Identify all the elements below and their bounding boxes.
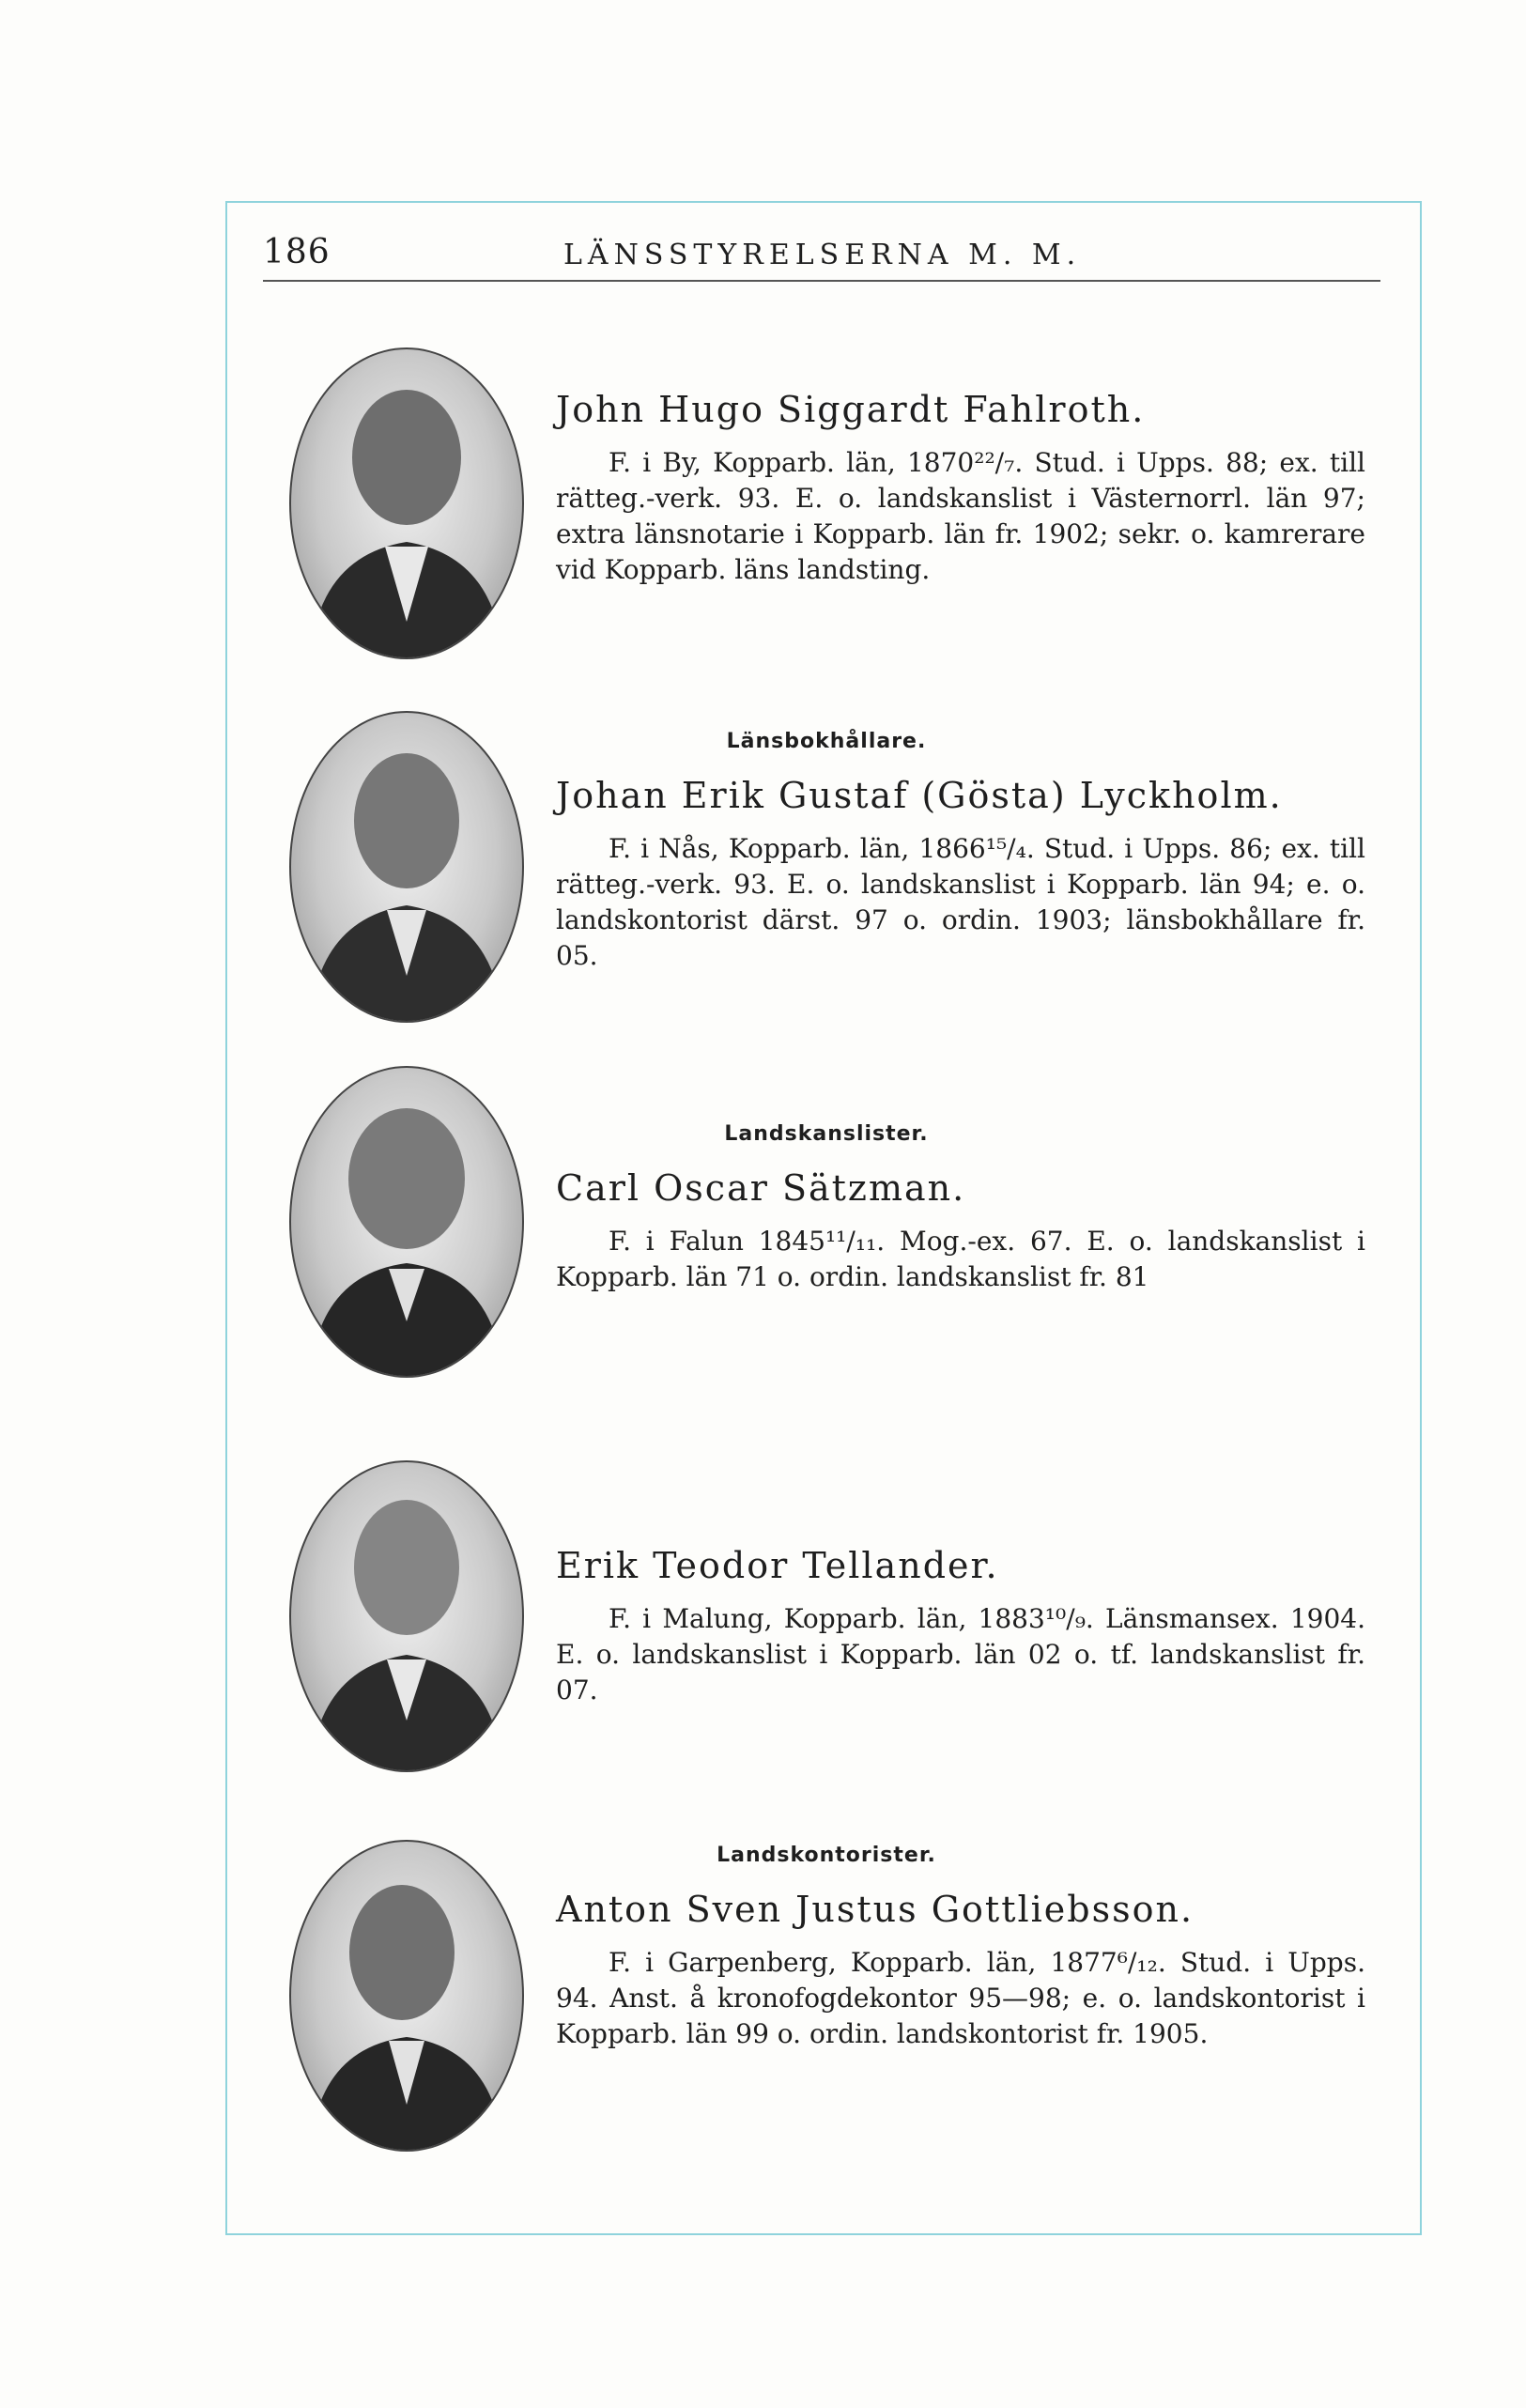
person-name: Carl Oscar Sätzman. [556,1167,966,1209]
page-header [263,233,1380,282]
portrait-silhouette [291,1842,522,2150]
person-bio: F. i Garpenberg, Kopparb. län, 1877⁶/₁₂. Stud. i Upps. 94. Anst. å kronofogdekontor 95—98; e. o. landskontorist i Kopparb. län 99 o. ordin. landskontorist fr. 1905. [556,1947,1365,2049]
portrait-silhouette [291,1068,522,1376]
portrait-photo [289,347,524,659]
portrait-photo [289,1460,524,1772]
portrait-silhouette [291,1462,522,1770]
portrait-photo [289,1840,524,2152]
section-heading: Landskontorister. [717,1844,936,1867]
person-bio: F. i Falun 1845¹¹/₁₁. Mog.-ex. 67. E. o. landskanslist i Kopparb. län 71 o. ordin. landskanslist fr. 81 [556,1226,1365,1292]
portrait-photo [289,711,524,1023]
portrait-silhouette [291,713,522,1021]
person-name: John Hugo Siggardt Fahlroth. [556,389,1146,430]
person-name: Anton Sven Justus Gottliebsson. [556,1889,1195,1930]
entry-satzman [263,1066,1390,1404]
person-name: Erik Teodor Tellander. [556,1545,999,1586]
portrait-photo [289,1066,524,1378]
section-heading: Länsbokhållare. [726,730,927,753]
section-heading: Landskanslister. [724,1122,929,1146]
person-name: Johan Erik Gustaf (Gösta) Lyckholm. [556,775,1283,816]
person-bio: F. i By, Kopparb. län, 1870²²/₇. Stud. i Upps. 88; ex. till rätteg.-verk. 93. E. o. landskanslist i Västernorrl. län 97; extra länsnotarie i Kopparb. län fr. 1902; sekr. o. kamrerare vid Kopparb. läns landsting. [556,447,1365,585]
portrait-silhouette [291,349,522,657]
entry-gottliebsson [263,1817,1390,2155]
person-bio: F. i Nås, Kopparb. län, 1866¹⁵/₄. Stud. i Upps. 86; ex. till rätteg.-verk. 93. E. o. landskanslist i Kopparb. län 94; e. o. landskontorist därst. 97 o. ordin. 1903; länsbokhållare fr. 05. [556,833,1365,971]
page-number: 186 [263,233,331,271]
person-bio: F. i Malung, Kopparb. län, 1883¹⁰/₉. Länsmansex. 1904. E. o. landskanslist i Kopparb. län 02 o. tf. landskanslist fr. 07. [556,1603,1365,1706]
entry-fahlroth [263,347,1390,667]
entry-tellander [263,1460,1390,1780]
running-head: LÄNSSTYRELSERNA M. M. [563,239,1082,271]
entry-lyckholm [263,700,1390,1038]
